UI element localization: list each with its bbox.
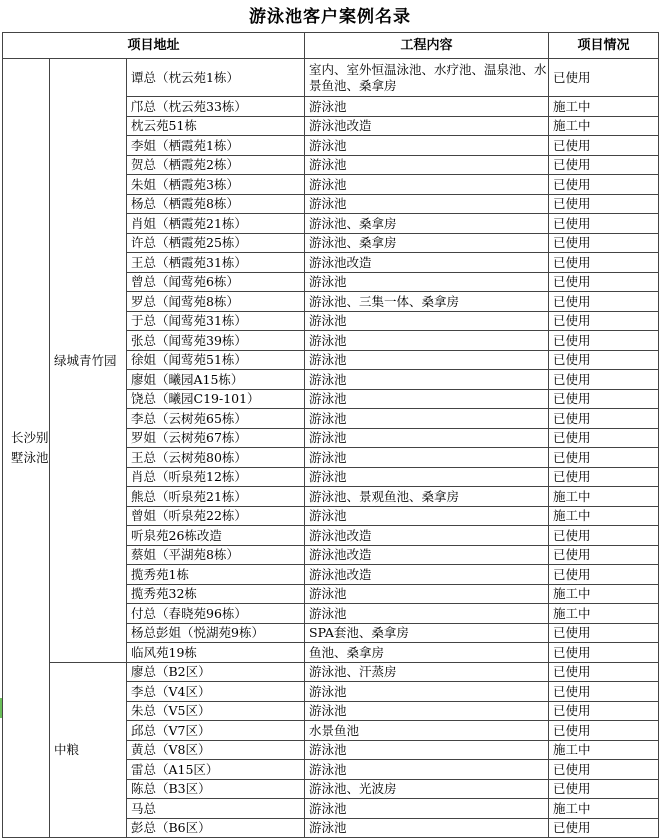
content-cell: 游泳池、桑拿房 bbox=[305, 214, 549, 234]
content-cell: 游泳池、汗蒸房 bbox=[305, 662, 549, 682]
table-row bbox=[3, 662, 659, 682]
status-cell: 已使用 bbox=[549, 701, 659, 721]
status-cell: 已使用 bbox=[549, 467, 659, 487]
content-cell: 游泳池改造 bbox=[305, 116, 549, 136]
client-name-cell: 罗姐（云树苑67栋） bbox=[127, 428, 305, 448]
community-cell: 中粮 bbox=[50, 662, 127, 838]
status-cell: 已使用 bbox=[549, 311, 659, 331]
content-cell: 游泳池 bbox=[305, 194, 549, 214]
header-status: 项目情况 bbox=[549, 33, 659, 59]
content-cell: 游泳池、桑拿房 bbox=[305, 233, 549, 253]
content-cell: 游泳池、景观鱼池、桑拿房 bbox=[305, 487, 549, 507]
content-cell: 游泳池、光波房 bbox=[305, 779, 549, 799]
status-cell: 施工中 bbox=[549, 506, 659, 526]
client-name-cell: 杨总彭姐（悦湖苑9栋） bbox=[127, 623, 305, 643]
table-row bbox=[3, 59, 659, 97]
content-cell: 游泳池 bbox=[305, 799, 549, 819]
header-address: 项目地址 bbox=[3, 33, 305, 59]
content-cell: 游泳池 bbox=[305, 448, 549, 468]
status-cell: 已使用 bbox=[549, 389, 659, 409]
status-cell: 已使用 bbox=[549, 350, 659, 370]
status-cell: 已使用 bbox=[549, 233, 659, 253]
status-cell: 已使用 bbox=[549, 448, 659, 468]
status-cell: 施工中 bbox=[549, 487, 659, 507]
status-cell: 已使用 bbox=[549, 565, 659, 585]
client-name-cell: 肖总（听泉苑12栋） bbox=[127, 467, 305, 487]
client-name-cell: 彭总（B6区） bbox=[127, 818, 305, 838]
client-name-cell: 临风苑19栋 bbox=[127, 643, 305, 663]
client-name-cell: 王总（栖霞苑31栋） bbox=[127, 253, 305, 273]
region-cell: 长沙别墅泳池 bbox=[3, 59, 50, 838]
content-cell: 游泳池 bbox=[305, 506, 549, 526]
content-cell: 游泳池 bbox=[305, 331, 549, 351]
client-name-cell: 听泉苑26栋改造 bbox=[127, 526, 305, 546]
status-cell: 已使用 bbox=[549, 214, 659, 234]
client-name-cell: 肖姐（栖霞苑21栋） bbox=[127, 214, 305, 234]
status-cell: 已使用 bbox=[549, 779, 659, 799]
status-cell: 已使用 bbox=[549, 136, 659, 156]
content-cell: 游泳池 bbox=[305, 350, 549, 370]
status-cell: 施工中 bbox=[549, 97, 659, 117]
client-name-cell: 曾姐（听泉苑22栋） bbox=[127, 506, 305, 526]
content-cell: 游泳池 bbox=[305, 818, 549, 838]
client-name-cell: 枕云苑51栋 bbox=[127, 116, 305, 136]
client-name-cell: 朱姐（栖霞苑3栋） bbox=[127, 175, 305, 195]
content-cell: 游泳池 bbox=[305, 584, 549, 604]
client-name-cell: 杨总（栖霞苑8栋） bbox=[127, 194, 305, 214]
status-cell: 施工中 bbox=[549, 584, 659, 604]
status-cell: 已使用 bbox=[549, 760, 659, 780]
status-cell: 已使用 bbox=[549, 662, 659, 682]
content-cell: 游泳池 bbox=[305, 389, 549, 409]
client-name-cell: 邱总（V7区） bbox=[127, 721, 305, 741]
content-cell: 游泳池改造 bbox=[305, 253, 549, 273]
content-cell: 游泳池 bbox=[305, 136, 549, 156]
status-cell: 已使用 bbox=[549, 682, 659, 702]
client-name-cell: 罗总（闻莺苑8栋） bbox=[127, 292, 305, 312]
status-cell: 已使用 bbox=[549, 272, 659, 292]
client-name-cell: 陈总（B3区） bbox=[127, 779, 305, 799]
client-name-cell: 张总（闻莺苑39栋） bbox=[127, 331, 305, 351]
status-cell: 已使用 bbox=[549, 409, 659, 429]
client-name-cell: 廖总（B2区） bbox=[127, 662, 305, 682]
content-cell: 游泳池 bbox=[305, 97, 549, 117]
content-cell: 游泳池改造 bbox=[305, 526, 549, 546]
status-cell: 已使用 bbox=[549, 428, 659, 448]
status-cell: 已使用 bbox=[549, 59, 659, 97]
status-cell: 已使用 bbox=[549, 623, 659, 643]
client-name-cell: 雷总（A15区） bbox=[127, 760, 305, 780]
case-table bbox=[2, 32, 659, 838]
content-cell: 游泳池 bbox=[305, 311, 549, 331]
client-name-cell: 马总 bbox=[127, 799, 305, 819]
status-cell: 已使用 bbox=[549, 721, 659, 741]
status-cell: 已使用 bbox=[549, 370, 659, 390]
content-cell: 游泳池 bbox=[305, 701, 549, 721]
status-cell: 已使用 bbox=[549, 331, 659, 351]
status-cell: 已使用 bbox=[549, 155, 659, 175]
content-cell: 游泳池 bbox=[305, 272, 549, 292]
client-name-cell: 王总（云树苑80栋） bbox=[127, 448, 305, 468]
status-cell: 已使用 bbox=[549, 194, 659, 214]
status-cell: 已使用 bbox=[549, 292, 659, 312]
client-name-cell: 曾总（闻莺苑6栋） bbox=[127, 272, 305, 292]
content-cell: 游泳池 bbox=[305, 155, 549, 175]
content-cell: 游泳池 bbox=[305, 604, 549, 624]
content-cell: 游泳池 bbox=[305, 175, 549, 195]
client-name-cell: 揽秀苑32栋 bbox=[127, 584, 305, 604]
client-name-cell: 李姐（栖霞苑1栋） bbox=[127, 136, 305, 156]
content-cell: 游泳池 bbox=[305, 409, 549, 429]
client-name-cell: 朱总（V5区） bbox=[127, 701, 305, 721]
content-cell: 游泳池 bbox=[305, 467, 549, 487]
status-cell: 施工中 bbox=[549, 740, 659, 760]
content-cell: SPA套池、桑拿房 bbox=[305, 623, 549, 643]
content-cell: 室内、室外恒温泳池、水疗池、温泉池、水景鱼池、桑拿房 bbox=[305, 59, 549, 97]
client-name-cell: 邝总（枕云苑33栋） bbox=[127, 97, 305, 117]
window-edge-marker bbox=[0, 698, 2, 718]
content-cell: 游泳池、三集一体、桑拿房 bbox=[305, 292, 549, 312]
status-cell: 已使用 bbox=[549, 643, 659, 663]
content-cell: 游泳池 bbox=[305, 370, 549, 390]
status-cell: 已使用 bbox=[549, 818, 659, 838]
content-cell: 游泳池 bbox=[305, 740, 549, 760]
client-name-cell: 蔡姐（平湖苑8栋） bbox=[127, 545, 305, 565]
client-name-cell: 于总（闻莺苑31栋） bbox=[127, 311, 305, 331]
client-name-cell: 许总（栖霞苑25栋） bbox=[127, 233, 305, 253]
client-name-cell: 黄总（V8区） bbox=[127, 740, 305, 760]
page-title: 游泳池客户案例名录 bbox=[249, 7, 411, 27]
client-name-cell: 徐姐（闻莺苑51栋） bbox=[127, 350, 305, 370]
client-name-cell: 谭总（枕云苑1栋） bbox=[127, 59, 305, 97]
content-cell: 游泳池改造 bbox=[305, 545, 549, 565]
status-cell: 施工中 bbox=[549, 604, 659, 624]
content-cell: 鱼池、桑拿房 bbox=[305, 643, 549, 663]
status-cell: 已使用 bbox=[549, 545, 659, 565]
client-name-cell: 贺总（栖霞苑2栋） bbox=[127, 155, 305, 175]
content-cell: 游泳池 bbox=[305, 760, 549, 780]
client-name-cell: 揽秀苑1栋 bbox=[127, 565, 305, 585]
content-cell: 游泳池 bbox=[305, 428, 549, 448]
content-cell: 游泳池改造 bbox=[305, 565, 549, 585]
client-name-cell: 廖姐（曦园A15栋） bbox=[127, 370, 305, 390]
status-cell: 已使用 bbox=[549, 175, 659, 195]
client-name-cell: 李总（云树苑65栋） bbox=[127, 409, 305, 429]
content-cell: 游泳池 bbox=[305, 682, 549, 702]
header-row bbox=[3, 33, 659, 59]
status-cell: 施工中 bbox=[549, 799, 659, 819]
client-name-cell: 李总（V4区） bbox=[127, 682, 305, 702]
status-cell: 施工中 bbox=[549, 116, 659, 136]
client-name-cell: 饶总（曦园C19-101） bbox=[127, 389, 305, 409]
client-name-cell: 付总（春晓苑96栋） bbox=[127, 604, 305, 624]
client-name-cell: 熊总（听泉苑21栋） bbox=[127, 487, 305, 507]
community-cell: 绿城青竹园 bbox=[50, 59, 127, 663]
header-content: 工程内容 bbox=[305, 33, 549, 59]
content-cell: 水景鱼池 bbox=[305, 721, 549, 741]
status-cell: 已使用 bbox=[549, 253, 659, 273]
status-cell: 已使用 bbox=[549, 526, 659, 546]
